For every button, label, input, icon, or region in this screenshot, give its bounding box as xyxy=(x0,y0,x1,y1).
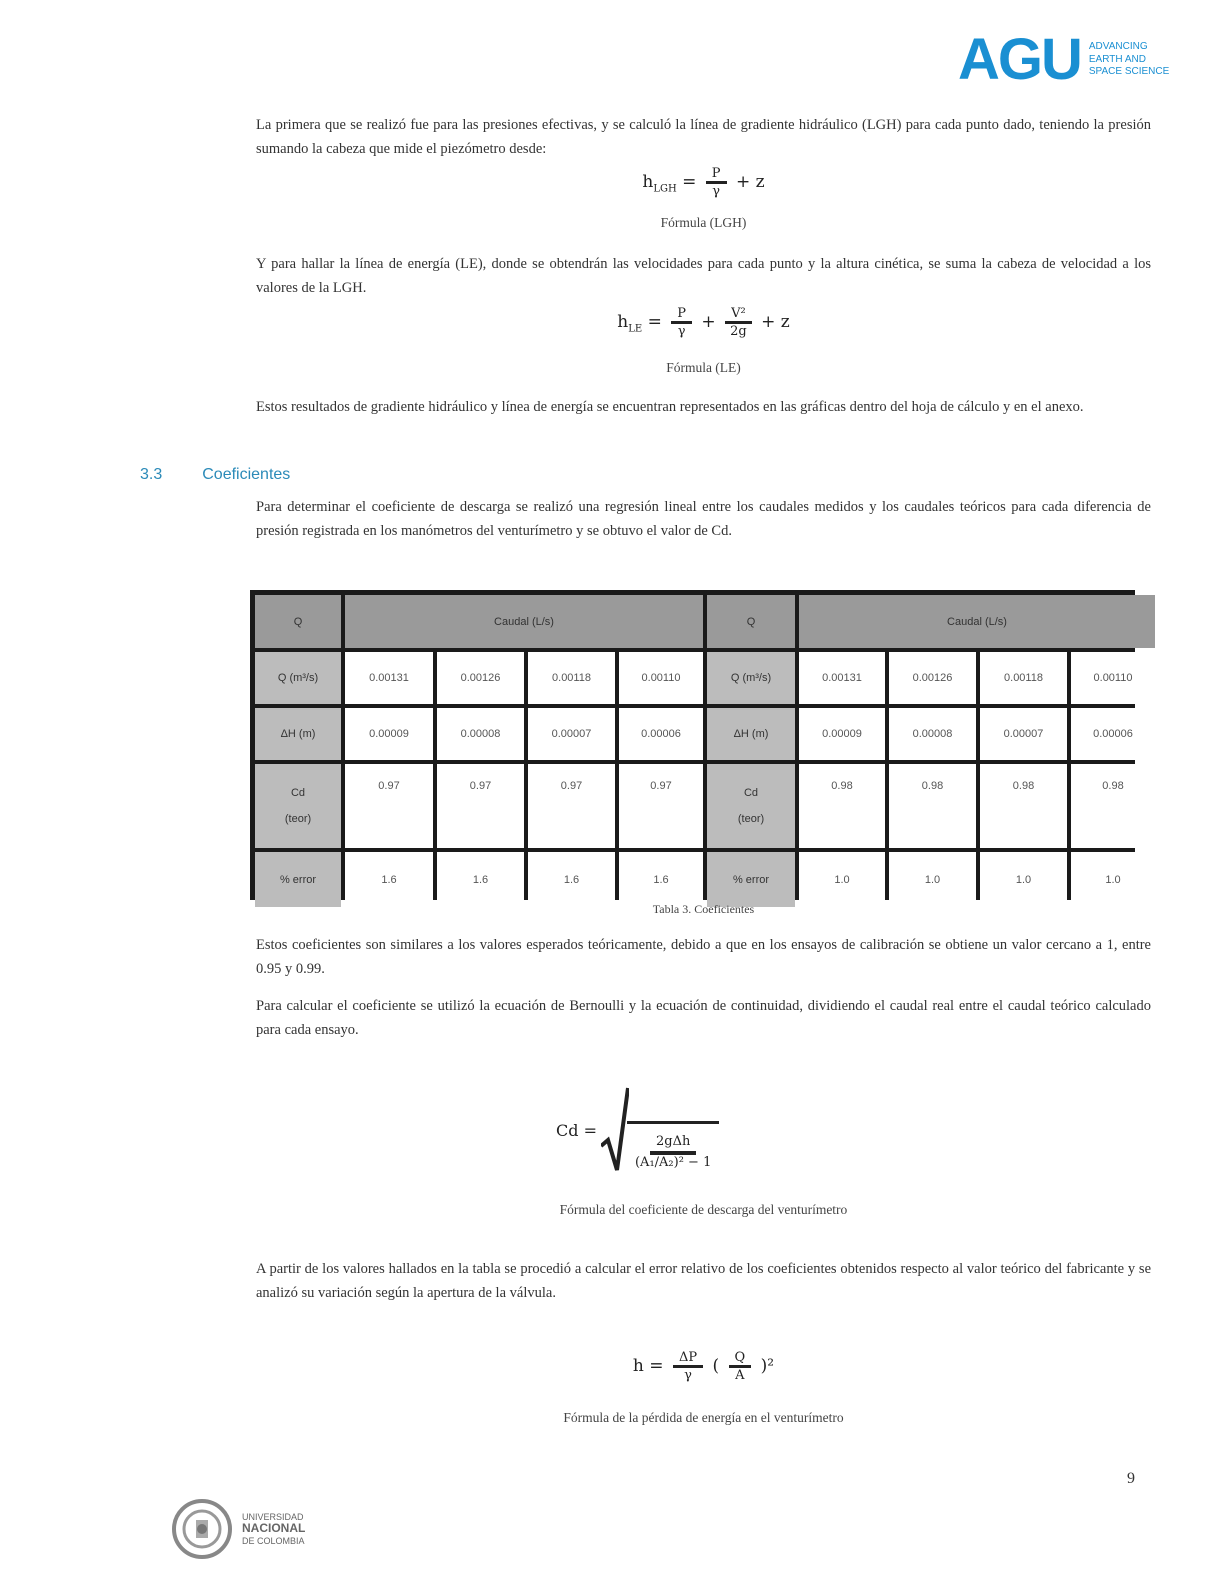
table-header-label: Q xyxy=(707,595,795,648)
table-cell: 1.6 xyxy=(528,852,615,907)
table-cell: 0.97 xyxy=(437,764,524,848)
eq1-tail: + z xyxy=(735,172,765,192)
row-label-line: Cd xyxy=(290,787,306,799)
table-row-label xyxy=(255,764,341,848)
eq2-fraction-2 xyxy=(725,306,752,339)
coefficients-table xyxy=(250,590,1135,900)
eq1-numerator: P xyxy=(706,166,727,184)
table-row-label: Q (m³/s) xyxy=(707,652,795,704)
eq4-denominator-2: A xyxy=(735,1368,745,1383)
university-logo xyxy=(172,1496,305,1562)
table-row-label: Q (m³/s) xyxy=(255,652,341,704)
paragraph-coefficient-comparison: Estos coeficientes son similares a los valores esperados teóricamente, debido a que en los ensayos de calibración se obtiene un valor cercano a 1, entre 0.95 y 0.99. xyxy=(256,937,1151,977)
paragraph-coefficients: Para determinar el coeficiente de descarga se realizó una regresión lineal entre los caudales medidos y los caudales teóricos para cada diferencia de presión registrada en los manómetros del venturímetro y se obtuvo el valor de Cd. xyxy=(256,499,1151,539)
table-cell: 0.00009 xyxy=(799,708,885,760)
eq4-numerator-1: ΔP xyxy=(673,1350,703,1368)
row-label-line: (teor) xyxy=(284,813,312,825)
radicand xyxy=(627,1121,719,1174)
paragraph-error-analysis: A partir de los valores hallados en la tabla se procedió a calcular el error relativo de los coeficientes obtenidos respecto al valor teórico del fabricante y se analizó su variación según la apertura de la válvula. xyxy=(256,1261,1151,1301)
equation-energy-loss xyxy=(256,1350,1151,1383)
table-cell: 1.0 xyxy=(799,852,885,907)
eq2-numerator-1: P xyxy=(671,306,692,324)
table-cell: 0.00131 xyxy=(345,652,433,704)
table-header-label: Q xyxy=(255,595,341,648)
table-cell: 0.97 xyxy=(528,764,615,848)
table-cell: 0.98 xyxy=(1071,764,1155,848)
table-cell: 0.00110 xyxy=(619,652,703,704)
eq2-denominator-1: γ xyxy=(677,324,686,339)
agu-logo xyxy=(958,27,1203,92)
eq4-caption: Fórmula de la pérdida de energía en el venturímetro xyxy=(563,1410,844,1425)
logo-subtitle xyxy=(1089,42,1169,78)
table-cell: 1.0 xyxy=(1071,852,1155,907)
eq2-tail: + z xyxy=(761,312,790,332)
row-label-line: (teor) xyxy=(737,813,765,825)
table-cell: 0.00006 xyxy=(619,708,703,760)
eq2-lhs: $h_{LE}$ xyxy=(617,312,643,335)
eq4-lhs: h = xyxy=(632,1356,664,1376)
table-cell: 0.00131 xyxy=(799,652,885,704)
table-row-label: ΔH (m) xyxy=(707,708,795,760)
row-label-line: Cd xyxy=(743,787,759,799)
open-paren: ( xyxy=(712,1356,720,1376)
table-row-label: % error xyxy=(255,852,341,907)
eq3-denominator: (A₁/A₂)² − 1 xyxy=(634,1155,712,1170)
page-number: 9 xyxy=(1127,1470,1135,1487)
eq1-denominator: γ xyxy=(712,184,721,199)
table-header-group: Caudal (L/s) xyxy=(345,595,703,648)
eq2-denominator-2: 2g xyxy=(730,324,747,339)
logo-sub-line: SPACE SCIENCE xyxy=(1088,66,1170,78)
table-cell: 1.0 xyxy=(889,852,976,907)
table-caption: Tabla 3. Coeficientes xyxy=(652,902,755,916)
table-cell: 1.0 xyxy=(980,852,1067,907)
university-seal-icon xyxy=(172,1496,232,1562)
table-cell: 0.00008 xyxy=(437,708,524,760)
table-row-label xyxy=(707,764,795,848)
table-row-label: % error xyxy=(707,852,795,907)
eq3-numerator: 2gΔh xyxy=(650,1132,696,1155)
equals-sign: = xyxy=(682,172,702,192)
eq4-numerator-2: Q xyxy=(729,1350,752,1368)
table-cell: 0.00110 xyxy=(1071,652,1155,704)
table-cell: 0.00126 xyxy=(437,652,524,704)
eq1-fraction xyxy=(706,166,727,199)
table-cell: 1.6 xyxy=(437,852,524,907)
table-cell: 1.6 xyxy=(619,852,703,907)
table-cell: 0.00126 xyxy=(889,652,976,704)
eq1-lhs: $h_{LGH}$ xyxy=(642,172,677,195)
table-cell: 0.98 xyxy=(980,764,1067,848)
university-line: DE COLOMBIA xyxy=(242,1535,305,1546)
logo-sub-line: ADVANCING xyxy=(1088,41,1148,53)
paragraph-method: Para calcular el coeficiente se utilizó la ecuación de Bernoulli y la ecuación de continuidad, dividiendo el caudal real entre el caudal teórico calculado para cada ensayo. xyxy=(256,998,1151,1038)
eq4-fraction-2 xyxy=(729,1350,752,1383)
eq3-lhs: Cd = xyxy=(556,1120,597,1140)
eq2-caption: Fórmula (LE) xyxy=(666,360,741,375)
eq3-caption: Fórmula del coeficiente de descarga del venturímetro xyxy=(559,1202,848,1217)
university-line: NACIONAL xyxy=(242,1521,306,1536)
equation-discharge-coefficient xyxy=(556,1086,719,1174)
paragraph-results: Estos resultados de gradiente hidráulico y línea de energía se encuentran representados en las gráficas dentro del hoja de cálculo y en el anexo. xyxy=(256,399,1084,415)
table-cell: 0.00118 xyxy=(980,652,1067,704)
logo-sub-line: EARTH AND xyxy=(1088,53,1146,65)
close-paren-squared: )² xyxy=(760,1356,775,1376)
section-title: Coeficientes xyxy=(202,466,291,483)
plus-sign: + xyxy=(701,312,722,332)
table-cell: 0.97 xyxy=(345,764,433,848)
university-line: UNIVERSIDAD xyxy=(242,1511,304,1522)
radical-sign-icon xyxy=(601,1086,629,1174)
equation-le xyxy=(256,306,1151,339)
table-cell: 0.00008 xyxy=(889,708,976,760)
equals-sign: = xyxy=(647,312,668,332)
eq2-fraction-1 xyxy=(671,306,692,339)
table-cell: 0.97 xyxy=(619,764,703,848)
paragraph-le-intro: Y para hallar la línea de energía (LE), donde se obtendrán las velocidades para cada punto y la altura cinética, se suma la cabeza de velocidad a los valores de la LGH. xyxy=(256,256,1151,296)
table-row-label: ΔH (m) xyxy=(255,708,341,760)
table-cell: 0.00009 xyxy=(345,708,433,760)
table-cell: 0.00118 xyxy=(528,652,615,704)
section-heading xyxy=(140,466,290,484)
table-header-group: Caudal (L/s) xyxy=(799,595,1155,648)
table-cell: 0.00007 xyxy=(980,708,1067,760)
paragraph-lgh-intro: La primera que se realizó fue para las presiones efectivas, y se calculó la línea de gradiente hidráulico (LGH) para cada punto dado, teniendo la presión sumando la cabeza que mide el piezómetro desde: xyxy=(256,117,1151,157)
logo-mark: AGU xyxy=(958,27,1081,92)
eq4-denominator-1: γ xyxy=(684,1368,692,1383)
sqrt-group xyxy=(601,1086,719,1174)
eq4-fraction-1 xyxy=(673,1350,703,1383)
equation-lgh xyxy=(256,166,1151,199)
table-cell: 1.6 xyxy=(345,852,433,907)
university-name xyxy=(242,1512,305,1546)
eq1-caption: Fórmula (LGH) xyxy=(660,215,747,230)
eq2-numerator-2: V² xyxy=(725,306,752,324)
section-number: 3.3 xyxy=(140,466,163,483)
table-cell: 0.00007 xyxy=(528,708,615,760)
table-cell: 0.98 xyxy=(889,764,976,848)
table-cell: 0.98 xyxy=(799,764,885,848)
table-cell: 0.00006 xyxy=(1071,708,1155,760)
